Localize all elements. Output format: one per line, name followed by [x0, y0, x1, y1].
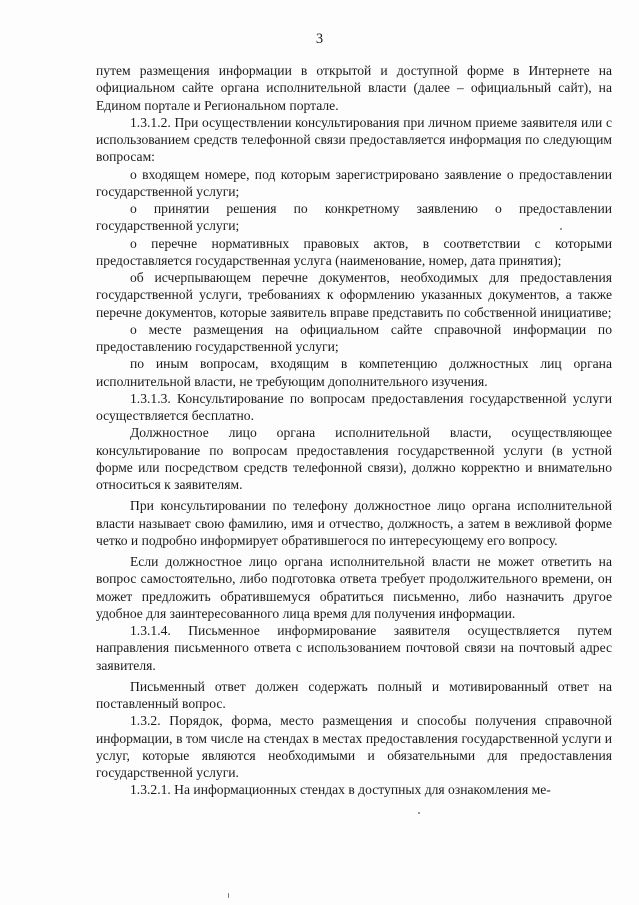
paragraph-cannot-answer: Если должностное лицо органа исполнительной власти не может ответить на вопрос самостоятельно, либо подготовка ответа требует продолжительного времени, он может предложить обратившемуся обратиться письменно, либо назначить другое удобное для заинтересованного лица время для получения информации. [96, 554, 612, 621]
paragraph-1-3-1-3: 1.3.1.3. Консультирование по вопросам предоставления государственной услуги осуществляется бесплатно. [96, 390, 612, 423]
page-number: 3 [315, 31, 324, 47]
scan-speck [418, 812, 420, 814]
document-body [96, 62, 612, 799]
list-item-other-questions: по иным вопросам, входящим в компетенцию должностных лиц органа исполнительной власти, не требующим дополнительного изучения. [96, 356, 612, 389]
scan-speck [560, 228, 562, 230]
paragraph-phone-consulting: При консультировании по телефону должностное лицо органа исполнительной власти называет свою фамилию, имя и отчество, должность, а затем в вежливой форме четко и подробно информирует обратившегося по интересующему его вопросу. [96, 498, 612, 548]
paragraph-written-answer: Письменный ответ должен содержать полный и мотивированный ответ на поставленный вопрос. [96, 678, 612, 711]
list-item-incoming-number: о входящем номере, под которым зарегистрировано заявление о предоставлении государственной услуги; [96, 166, 612, 199]
paragraph-continuation: путем размещения информации в открытой и доступной форме в Интернете на официальном сайте органа исполнительной власти (далее – официальный сайт), на Едином портале и Региональном портале. [96, 63, 612, 113]
list-item-documents: об исчерпывающем перечне документов, необходимых для предоставления государственной услуги, требованиях к оформлению указанных документов, а также перечне документов, которые заявитель вправе представить по собственной инициативе; [96, 270, 612, 320]
paragraph-1-3-2: 1.3.2. Порядок, форма, место размещения и способы получения справочной информации, в том числе на стендах в местах предоставления государственной услуги и услуг, которые являются необходимыми и обязательными для предоставления государственной услуги. [96, 713, 612, 780]
paragraph-1-3-1-4: 1.3.1.4. Письменное информирование заявителя осуществляется путем направления письменного ответа с использованием почтовой связи на почтовый адрес заявителя. [96, 623, 612, 673]
paragraph-1-3-1-2: 1.3.1.2. При осуществлении консультирования при личном приеме заявителя или с использованием средств телефонной связи предоставляется информация по следующим вопросам: [96, 114, 612, 165]
list-item-legal-acts: о перечне нормативных правовых актов, в соответствии с которыми предоставляется государственная услуга (наименование, номер, дата принятия); [96, 235, 612, 268]
list-item-decision: о принятии решения по конкретному заявлению о предоставлении государственной услуги; [96, 201, 612, 234]
scan-speck [228, 893, 229, 898]
list-item-website-info: о месте размещения на официальном сайте справочной информации по предоставлению государственной услуги; [96, 321, 612, 354]
paragraph-official-conduct: Должностное лицо органа исполнительной власти, осуществляющее консультирование по вопросам предоставления государственной услуги (в устной форме или посредством средств телефонной связи), должно корректно и внимательно относиться к заявителям. [96, 425, 612, 492]
paragraph-1-3-2-1: 1.3.2.1. На информационных стендах в доступных для ознакомления ме- [130, 782, 551, 798]
